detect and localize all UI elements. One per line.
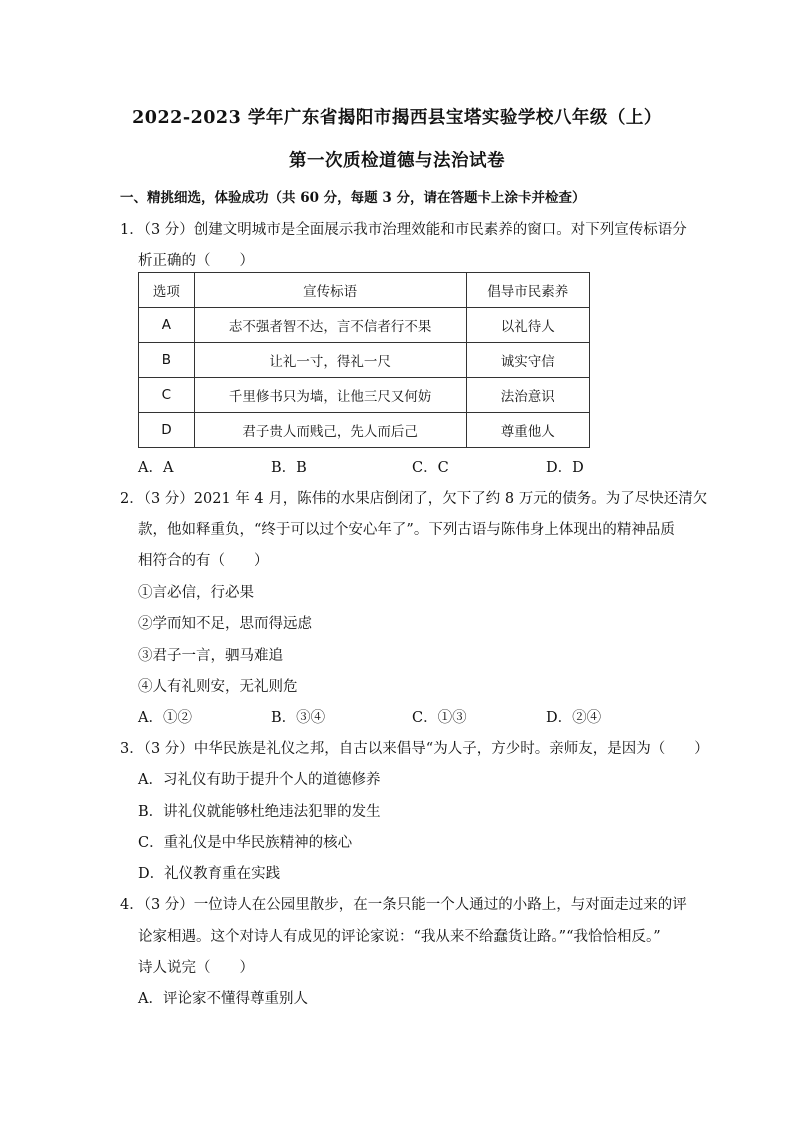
table-row <box>139 378 590 413</box>
q4-line3: 诗人说完（ ） <box>138 960 254 976</box>
exam-title-line1: 2022-2023 学年广东省揭阳市揭西县宝塔实验学校八年级（上） <box>132 108 662 128</box>
option-d: D．D <box>546 460 584 476</box>
table-cell: B <box>139 343 195 378</box>
q2-line3: 相符合的有（ ） <box>138 553 269 569</box>
q4-line2: 论家相遇。这个对诗人有成见的评论家说：“我从来不给蠢货让路。”“我恰恰相反。” <box>138 929 661 945</box>
table-header-cell: 宣传标语 <box>194 273 466 308</box>
q2-line1: 2．（3 分）2021 年 4 月，陈伟的水果店倒闭了，欠下了约 8 万元的债务。为了尽快还清欠 <box>120 491 708 507</box>
option-b: B．③④ <box>271 710 326 726</box>
option-c: C．①③ <box>412 710 467 726</box>
option-a: A．①② <box>138 710 192 726</box>
table-row <box>139 343 590 378</box>
q3-option-a: A．习礼仪有助于提升个人的道德修养 <box>138 772 381 788</box>
q2-item: ②学而知不足，思而得远虑 <box>138 616 312 632</box>
table-row <box>139 308 590 343</box>
q1-options <box>138 456 698 476</box>
table-header-row <box>139 273 590 308</box>
table-row <box>139 413 590 448</box>
q4-option-a: A．评论家不懂得尊重别人 <box>138 991 308 1007</box>
q1-table <box>138 272 590 448</box>
table-header-cell: 倡导市民素养 <box>466 273 589 308</box>
q4-line1: 4．（3 分）一位诗人在公园里散步，在一条只能一个人通过的小路上，与对面走过来的评 <box>120 897 687 913</box>
q2-item: ①言必信，行必果 <box>138 585 254 601</box>
q2-item: ④人有礼则安，无礼则危 <box>138 679 298 695</box>
table-cell: 诚实守信 <box>466 343 589 378</box>
table-cell: 君子贵人而贱己，先人而后己 <box>194 413 466 448</box>
option-b: B．B <box>271 460 307 476</box>
table-cell: 千里修书只为墙，让他三尺又何妨 <box>194 378 466 413</box>
option-a: A．A <box>138 460 174 476</box>
q3-option-d: D．礼仪教育重在实践 <box>138 866 281 882</box>
table-cell: 以礼待人 <box>466 308 589 343</box>
q1-line1: 1．（3 分）创建文明城市是全面展示我市治理效能和市民素养的窗口。对下列宣传标语分 <box>120 222 687 238</box>
table-cell: D <box>139 413 195 448</box>
table-header-cell: 选项 <box>139 273 195 308</box>
q2-item: ③君子一言，驷马难追 <box>138 648 283 664</box>
q2-options <box>138 706 698 726</box>
table-cell: C <box>139 378 195 413</box>
table-cell: A <box>139 308 195 343</box>
table-cell: 志不强者智不达，言不信者行不果 <box>194 308 466 343</box>
table-cell: 法治意识 <box>466 378 589 413</box>
q2-line2: 款，他如释重负，“终于可以过个安心年了”。下列古语与陈伟身上体现出的精神品质 <box>138 522 675 538</box>
option-d: D．②④ <box>546 710 602 726</box>
table-cell: 尊重他人 <box>466 413 589 448</box>
q3-line1: 3．（3 分）中华民族是礼仪之邦，自古以来倡导“为人子，方少时。亲师友，是因为（ ） <box>120 741 709 757</box>
option-c: C．C <box>412 460 449 476</box>
q3-option-b: B．讲礼仪就能够杜绝违法犯罪的发生 <box>138 804 381 820</box>
q1-line2: 析正确的（ ） <box>138 253 254 269</box>
section-heading: 一、精挑细选，体验成功（共 60 分，每题 3 分，请在答题卡上涂卡并检查） <box>120 190 586 206</box>
exam-title-line2: 第一次质检道德与法治试卷 <box>289 151 505 171</box>
q3-option-c: C．重礼仪是中华民族精神的核心 <box>138 835 353 851</box>
table-cell: 让礼一寸，得礼一尺 <box>194 343 466 378</box>
